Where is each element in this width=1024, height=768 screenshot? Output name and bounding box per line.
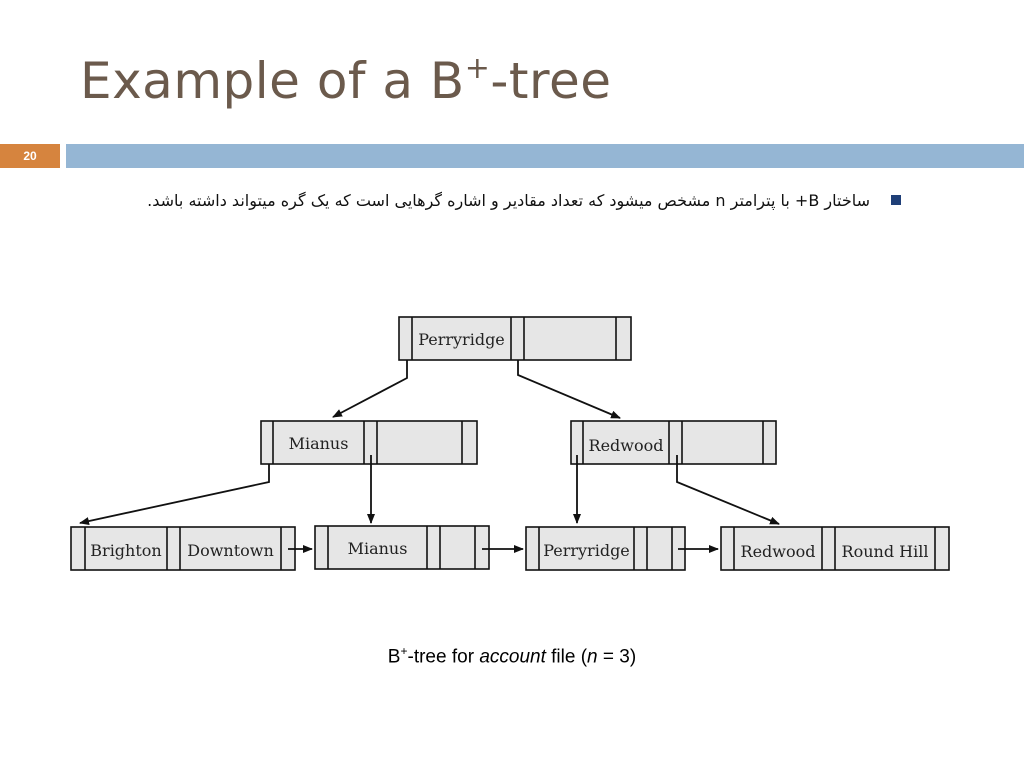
leaf-node-3 — [526, 527, 685, 570]
leaf-4-key-2: Round Hill — [841, 542, 929, 561]
leaf-3-key-1: Perryridge — [543, 541, 630, 560]
internal-node-left — [261, 421, 477, 464]
caption-pre: B — [387, 646, 401, 668]
slide-number: 20 — [0, 144, 60, 168]
root-node — [399, 317, 631, 360]
leaf-2-key-1: Mianus — [347, 539, 408, 558]
pointer-right-to-leaf-4 — [677, 455, 779, 524]
caption-tail: = 3) — [597, 646, 637, 668]
leaf-1-key-2: Downtown — [187, 541, 274, 560]
leaf-node-4 — [721, 527, 949, 570]
internal-right-key-1: Redwood — [588, 436, 664, 455]
leaf-node-2 — [315, 526, 489, 569]
pointer-root-to-left — [333, 360, 407, 417]
root-key-1: Perryridge — [418, 330, 505, 349]
caption-n: n — [587, 646, 598, 668]
caption-mid: -tree for — [407, 646, 480, 668]
pointer-root-to-right — [518, 360, 620, 418]
caption-post: file ( — [545, 646, 588, 668]
leaf-node-1 — [71, 527, 295, 570]
title-main: Example of a B — [80, 52, 465, 110]
leaf-1-key-1: Brighton — [90, 541, 162, 560]
pointer-left-to-leaf-1 — [80, 464, 269, 523]
leaf-4-key-1: Redwood — [740, 542, 816, 561]
title-superscript: + — [464, 51, 491, 86]
internal-left-key-1: Mianus — [288, 434, 349, 453]
title-rest: -tree — [490, 52, 612, 110]
bullet-text: ساختار B+ با پترامتر n مشخص میشود که تعداد مقادیر و اشاره گرهایی است که یک گره میتواند داشته باشد. — [147, 191, 870, 210]
caption-sup: + — [400, 644, 408, 658]
figure-caption — [0, 644, 1024, 668]
internal-node-right — [571, 421, 776, 464]
caption-account: account — [479, 646, 546, 668]
